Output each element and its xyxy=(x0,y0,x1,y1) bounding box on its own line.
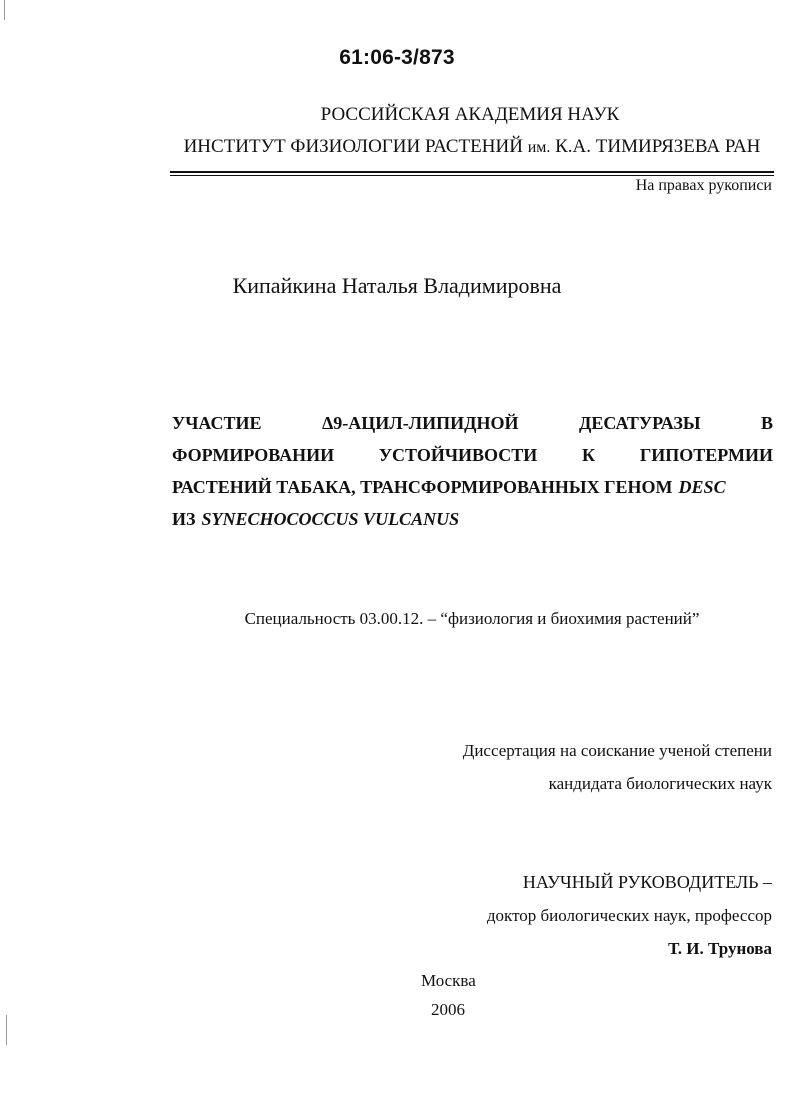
title-word: К xyxy=(582,445,596,465)
title-word: УЧАСТИЕ xyxy=(172,413,262,433)
supervisor-degree: доктор биологических наук, профессор xyxy=(486,906,772,925)
dissertation-degree-line-2: кандидата биологических наук xyxy=(548,774,772,793)
institute-name-abbr: им. xyxy=(527,139,551,156)
title-word: ФОРМИРОВАНИИ xyxy=(172,445,335,465)
academy-name: РОССИЙСКАЯ АКАДЕМИЯ НАУК xyxy=(320,104,620,125)
dissertation-degree-line-1: Диссертация на соискание ученой степени xyxy=(462,741,772,760)
specialty-line xyxy=(0,609,794,629)
header-rule-thick xyxy=(170,171,774,173)
year: 2006 xyxy=(431,1000,465,1019)
title-word: ДЕСАТУРАЗЫ xyxy=(578,413,701,433)
supervisor-label: НАУЧНЫЙ РУКОВОДИТЕЛЬ – xyxy=(522,872,772,892)
title-word: В xyxy=(760,413,773,433)
title-word: УСТОЙЧИВОСТИ xyxy=(378,445,538,465)
title-line-3 xyxy=(172,471,773,503)
institute-name xyxy=(170,136,774,158)
manuscript-rights-note: На правах рукописи xyxy=(635,177,772,194)
institute-name-part3: К.А. ТИМИРЯЗЕВА РАН xyxy=(550,136,761,157)
registration-code: 61:06-3/873 xyxy=(339,46,455,69)
organism-name: SYNECHOCOCCUS VULCANUS xyxy=(201,509,460,529)
title-word: ГИПОТЕРМИИ xyxy=(639,445,773,465)
header-rule-thin xyxy=(170,175,774,176)
institute-name-part1: ИНСТИТУТ ФИЗИОЛОГИИ РАСТЕНИЙ xyxy=(183,136,528,157)
author-name: Кипайкина Наталья Владимировна xyxy=(232,273,562,298)
title-word: Δ9-АЦИЛ-ЛИПИДНОЙ xyxy=(322,413,519,433)
title-line-4 xyxy=(172,503,773,535)
supervisor-name: Т. И. Трунова xyxy=(668,939,772,958)
specialty-text: Специальность 03.00.12. – “физиология и биохимия растений” xyxy=(244,609,700,628)
city: Москва xyxy=(421,971,476,990)
title-line-2 xyxy=(172,439,773,471)
scan-edge-mark xyxy=(4,0,5,20)
title-text: РАСТЕНИЙ ТАБАКА, ТРАНСФОРМИРОВАННЫХ ГЕНОМ xyxy=(172,477,673,497)
title-line-1 xyxy=(172,407,773,439)
thesis-title xyxy=(172,407,773,535)
scan-edge-mark xyxy=(6,1015,7,1045)
gene-name: DESC xyxy=(678,477,726,497)
title-text: ИЗ xyxy=(172,509,196,529)
